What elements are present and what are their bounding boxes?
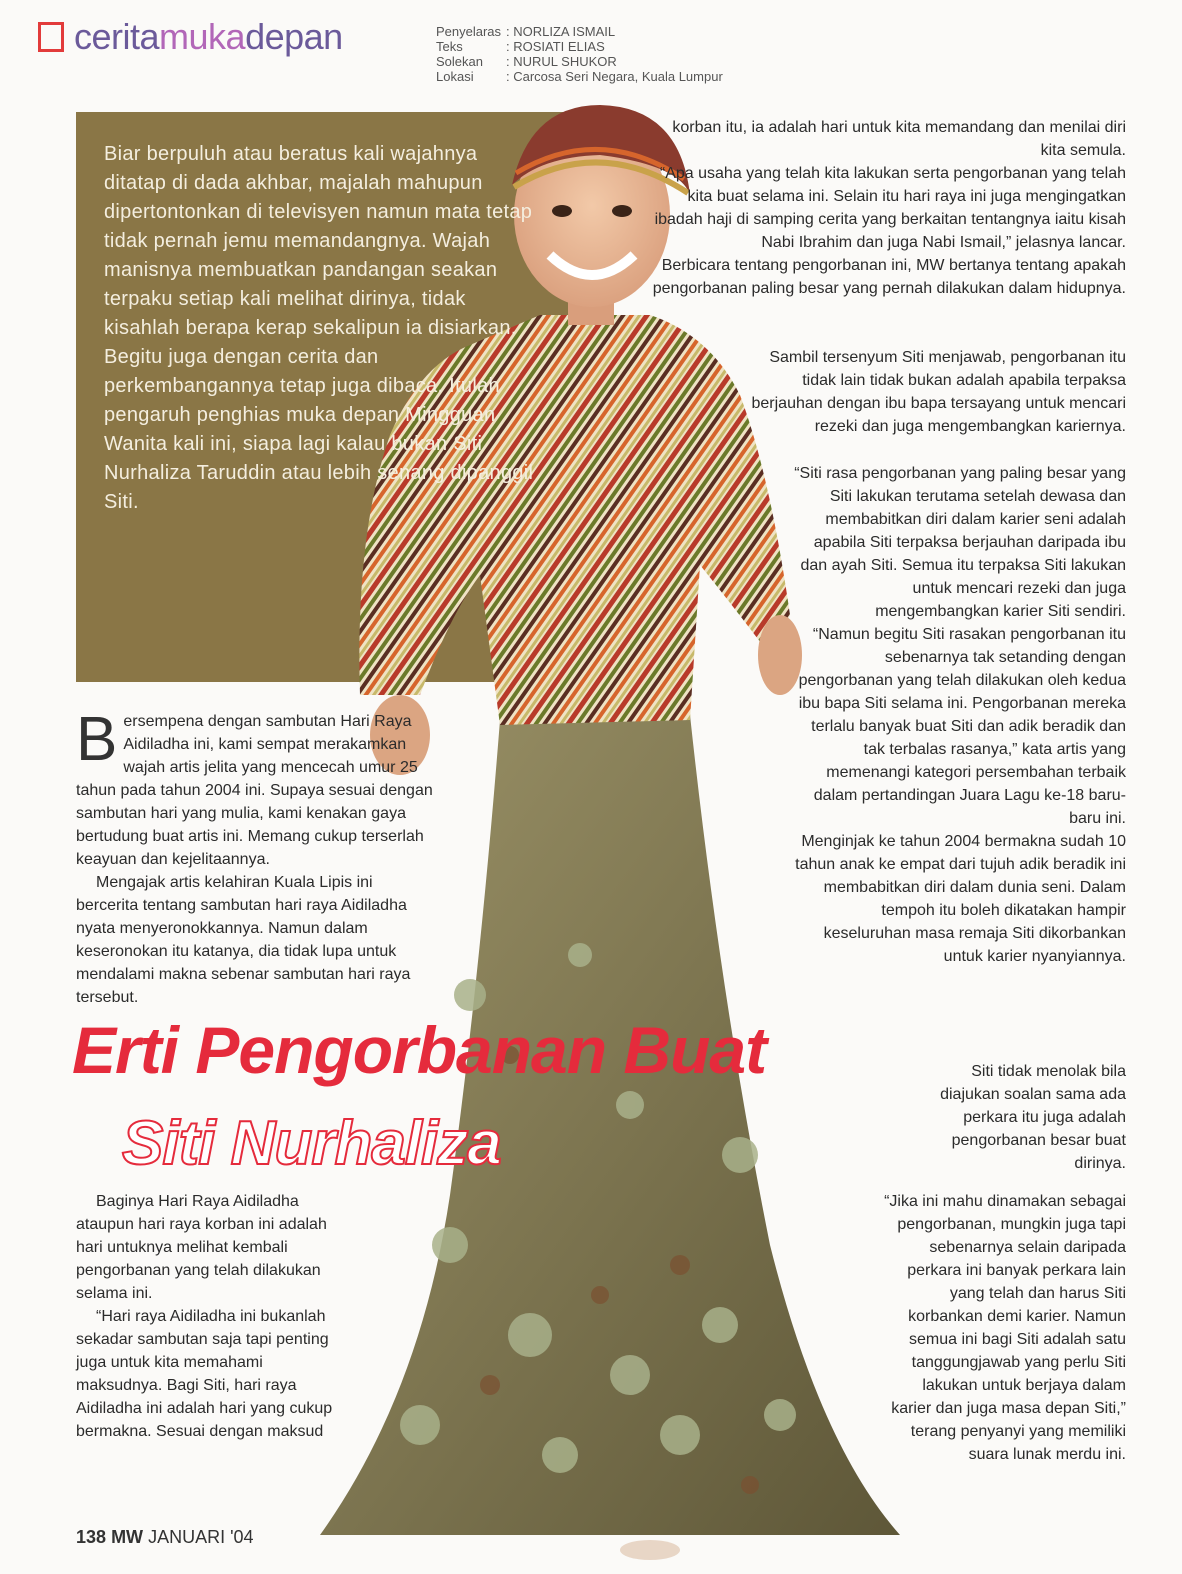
right-column-top [650, 116, 1126, 300]
credit-value: NORLIZA ISMAIL [513, 24, 616, 39]
body-paragraph: Baginya Hari Raya Aidiladha ataupun hari raya korban ini adalah hari untuknya melihat kembali pengorbanan yang telah dilakukan selama ini. [76, 1193, 327, 1302]
body-paragraph: “Hari raya Aidiladha ini bukanlah sekadar sambutan saja tapi penting juga untuk kita memahami maksudnya. Bagi Siti, hari raya Aidiladha ini adalah hari yang cukup bermakna. Sesuai dengan maksud [76, 1308, 333, 1440]
credit-label: Penyelaras [436, 24, 502, 39]
credit-row: Penyelaras : NORLIZA ISMAIL [436, 24, 616, 39]
issue-date: JANUARI '04 [148, 1527, 254, 1547]
magazine-name: MW [111, 1527, 144, 1547]
body-paragraph: Berbicara tentang pengorbanan ini, MW bertanya tentang apakah pengorbanan paling besar yang pernah dilakukan dalam hidupnya. [652, 257, 1126, 297]
credit-row: Lokasi : Carcosa Seri Negara, Kuala Lumpur [436, 69, 723, 84]
body-paragraph: Sambil tersenyum Siti menjawab, pengorbanan itu tidak lain tidak bukan adalah apabila terpaksa berjauhan dengan ibu bapa tersayang untuk mencari rezeki dan juga mengembangkan kariernya. [751, 349, 1126, 435]
section-word-1: cerita [74, 16, 160, 57]
left-column-top [76, 705, 436, 1009]
body-paragraph: “Apa usaha yang telah kita lakukan serta pengorbanan yang telah kita buat selama ini. Selain itu hari raya ini juga mengingatkan ibadah haji di samping cerita yang berkaitan tentangnya iaitu kisah Nabi Ibrahim dan juga Nabi Ismail,” jelasnya lancar. [654, 165, 1126, 251]
section-word-2: muka [159, 16, 246, 57]
credit-row: Solekan : NURUL SHUKOR [436, 54, 617, 69]
credit-label: Solekan [436, 54, 483, 69]
drop-cap: B [76, 705, 118, 774]
page-folio [76, 1527, 254, 1548]
credits-block [436, 24, 723, 84]
section-word-3: depan [245, 16, 343, 57]
right-column-lower [790, 462, 1126, 968]
page-number: 138 [76, 1527, 107, 1547]
credit-label: Lokasi [436, 69, 474, 84]
credit-value: ROSIATI ELIAS [513, 39, 605, 54]
left-column-bottom [76, 1190, 336, 1443]
right-column-mid [740, 346, 1126, 438]
section-marker [38, 22, 64, 52]
headline: Erti Pengorbanan Buat [72, 1013, 767, 1087]
credit-label: Teks [436, 39, 463, 54]
body-paragraph: Menginjak ke tahun 2004 bermakna sudah 10 tahun anak ke empat dari tujuh adik beradik ini membabitkan diri dalam dunia seni. Dalam tempoh itu boleh dikatakan hampir keseluruhan masa remaja Siti dikorbankan untuk karier nyanyiannya. [795, 833, 1126, 965]
body-paragraph [76, 705, 436, 871]
intro-text: Biar berpuluh atau beratus kali wajahnya ditatap di dada akhbar, majalah mahupun dipertontonkan di televisyen namun mata tetap tidak pernah jemu memandangnya. Wajah manisnya membuatkan pandangan seakan terpaku setiap kali melihat dirinya, tidak kisahlah berapa kerap sekalipun ia disiarkan. Begitu juga dengan cerita dan perkembangannya tetap juga dibaca. Itulah pengaruh penghias muka depan Mingguan Wanita kali ini, siapa lagi kalau bukan Siti Nurhaliza Taruddin atau lebih senang dipanggil Siti. [104, 143, 534, 513]
section-title [74, 16, 343, 58]
credit-value: NURUL SHUKOR [513, 54, 617, 69]
subheadline: Siti Nurhaliza [122, 1109, 501, 1178]
body-paragraph: “Jika ini mahu dinamakan sebagai pengorbanan, mungkin juga tapi sebenarnya selain daripada perkara ini banyak perkara lain yang telah dan harus Siti korbankan demi karier. Namun semua ini bagi Siti adalah satu tanggungjawab yang perlu Siti lakukan untuk berjaya dalam karier dan juga masa depan Siti,” terang penyanyi yang memiliki suara lunak merdu ini. [884, 1193, 1126, 1463]
credit-value: Carcosa Seri Negara, Kuala Lumpur [513, 69, 723, 84]
credit-row: Teks : ROSIATI ELIAS [436, 39, 605, 54]
body-paragraph: “Siti rasa pengorbanan yang paling besar yang Siti lakukan terutama setelah dewasa dan membabitkan diri dalam karier seni adalah apabila Siti terpaksa berjauhan daripada ibu dan ayah Siti. Semua itu terpaksa Siti lakukan untuk mencari rezeki dan juga mengembangkan karier Siti sendiri. [794, 465, 1126, 620]
body-text: ersempena dengan sambutan Hari Raya Aidiladha ini, kami sempat merakamkan wajah artis jelita yang mencecah umur 25 tahun pada tahun 2004 ini. Supaya sesuai dengan sambutan hari yang mulia, kami kenakan gaya bertudung buat artis ini. Memang cukup terserlah keayuan dan kejelitaannya. [76, 713, 433, 868]
right-column-bottom [880, 1190, 1126, 1466]
right-column-narrow [930, 1060, 1126, 1175]
body-paragraph: korban itu, ia adalah hari untuk kita memandang dan menilai diri kita semula. [672, 119, 1126, 159]
body-paragraph: “Namun begitu Siti rasakan pengorbanan itu sebenarnya tak setanding dengan pengorbanan yang telah dilakukan oleh kedua ibu bapa Siti selama ini. Pengorbanan mereka terlalu banyak buat Siti dan adik beradik dan tak terbalas rasanya,” kata artis yang memenangi kategori persembahan terbaik dalam pertandingan Juara Lagu ke-18 baru-baru ini. [798, 626, 1126, 827]
body-paragraph: Siti tidak menolak bila diajukan soalan sama ada perkara itu juga adalah pengorbanan besar buat dirinya. [940, 1063, 1126, 1172]
body-paragraph: Mengajak artis kelahiran Kuala Lipis ini bercerita tentang sambutan hari raya Aidiladha nyata menyeronokkannya. Namun dalam keseronokan itu katanya, dia tidak lupa untuk mendalami makna sebenar sambutan hari raya tersebut. [76, 874, 411, 1006]
